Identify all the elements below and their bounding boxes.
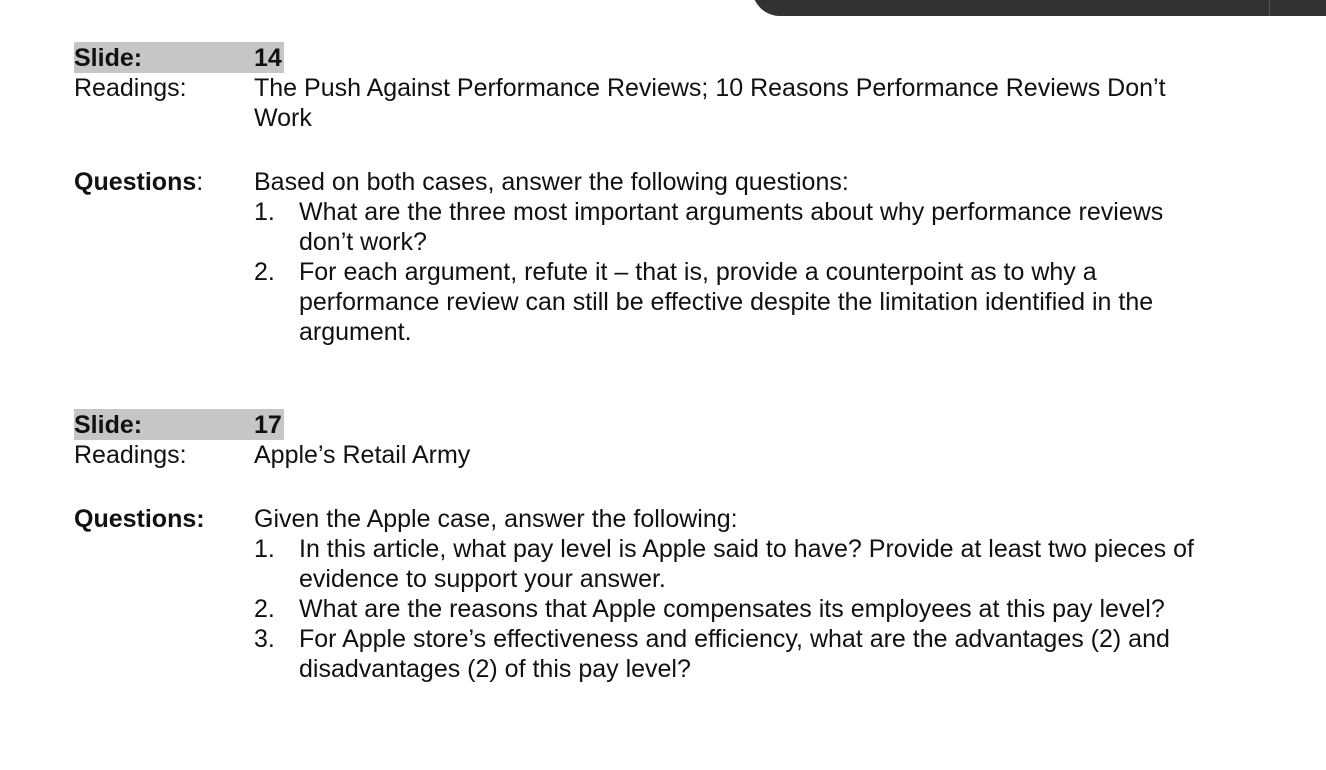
readings-label: Readings: — [74, 74, 187, 102]
readings-text: The Push Against Performance Reviews; 10 Reasons Performance Reviews Don’t Work — [254, 74, 1166, 132]
questions-intro: Based on both cases, answer the following questions: — [254, 168, 849, 196]
question-text: For Apple store’s effectiveness and efficiency, what are the advantages (2) and disadvantages (2) of this pay level? — [299, 625, 1170, 683]
slide-label: Slide: — [74, 44, 143, 72]
questions-block — [74, 504, 1234, 684]
question-list — [254, 534, 1214, 684]
slide-row — [74, 42, 1234, 73]
question-text: In this article, what pay level is Apple said to have? Provide at least two pieces of evidence to support your answer. — [299, 535, 1194, 593]
question-list — [254, 197, 1214, 347]
questions-block — [74, 167, 1234, 347]
readings-row — [74, 440, 1234, 470]
slide-section-17 — [74, 409, 1234, 684]
list-item — [254, 197, 1214, 257]
slide-section-14 — [74, 42, 1234, 347]
list-item — [254, 624, 1214, 684]
question-text: What are the three most important arguments about why performance reviews don’t work? — [299, 198, 1164, 256]
questions-intro: Given the Apple case, answer the following: — [254, 505, 738, 533]
slide-row — [74, 409, 1234, 440]
question-number: 1. — [254, 535, 275, 563]
window-toolbar — [752, 0, 1326, 16]
toolbar-divider — [1269, 0, 1270, 16]
question-text: For each argument, refute it – that is, provide a counterpoint as to why a performance review can still be effective despite the limitation identified in the argument. — [299, 258, 1154, 346]
question-number: 2. — [254, 258, 275, 286]
readings-label: Readings: — [74, 441, 187, 469]
questions-label: Questions — [74, 168, 197, 196]
questions-label: Questions: — [74, 505, 205, 533]
list-item — [254, 534, 1214, 594]
list-item — [254, 257, 1214, 347]
slide-number: 17 — [254, 411, 282, 439]
question-number: 2. — [254, 595, 275, 623]
slide-label: Slide: — [74, 411, 143, 439]
questions-label-wrap — [74, 167, 203, 197]
list-item — [254, 594, 1214, 624]
questions-colon: : — [196, 168, 204, 196]
questions-label-wrap — [74, 504, 205, 534]
readings-text: Apple’s Retail Army — [254, 441, 471, 469]
question-text: What are the reasons that Apple compensates its employees at this pay level? — [299, 595, 1165, 623]
readings-row — [74, 73, 1234, 133]
question-number: 3. — [254, 625, 275, 653]
slide-number: 14 — [254, 44, 282, 72]
question-number: 1. — [254, 198, 275, 226]
